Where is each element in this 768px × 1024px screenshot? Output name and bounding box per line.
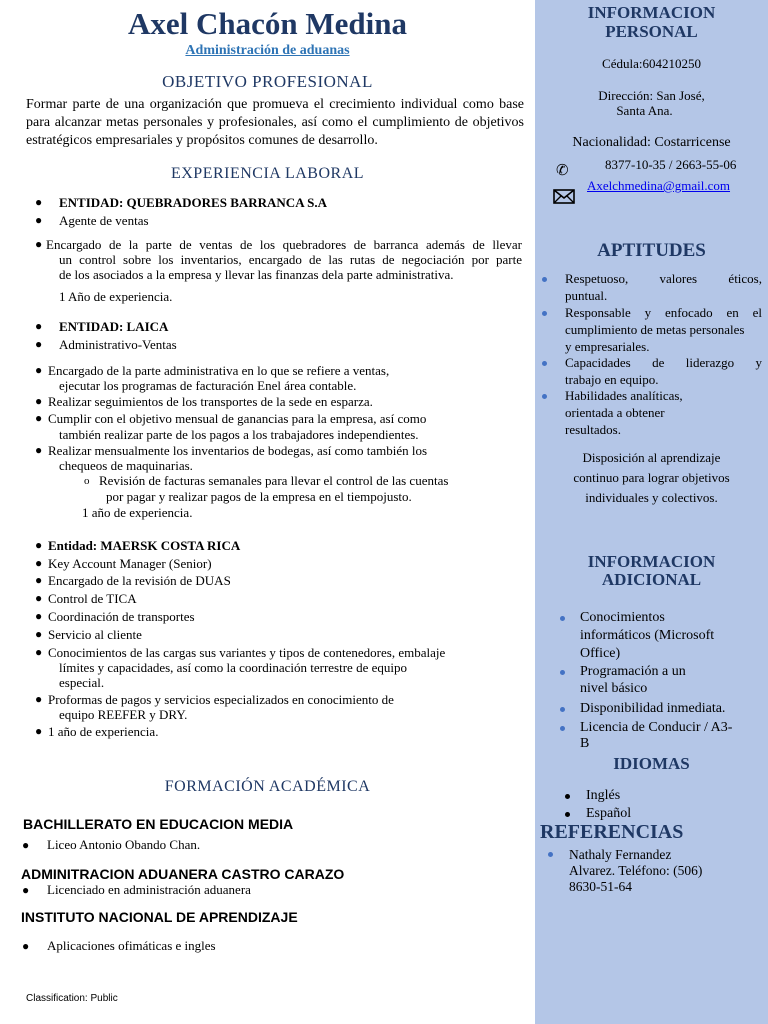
- job3-item5: Servicio al cliente: [48, 627, 142, 642]
- bullet: ●: [35, 213, 43, 227]
- bullet: [560, 670, 565, 675]
- objective-title: OBJETIVO PROFESIONAL: [162, 72, 373, 91]
- bullet: ●: [35, 394, 43, 408]
- aptitude1-line2: puntual.: [565, 288, 608, 303]
- job3-item1: Key Account Manager (Senior): [48, 556, 212, 571]
- bullet: ●: [35, 724, 43, 738]
- additional1-line1: Conocimientos: [580, 610, 665, 625]
- aptitude3-line1: Capacidades de liderazgo y: [565, 355, 762, 370]
- job1-role: Agente de ventas: [59, 213, 149, 228]
- job3-entity: Entidad: MAERSK COSTA RICA: [48, 538, 241, 553]
- bullet: ●: [35, 337, 43, 351]
- candidate-subtitle: Administración de aduanas: [185, 43, 350, 58]
- additional-title-line1: INFORMACION: [587, 552, 716, 571]
- personal-address-line1: Dirección: San José,: [598, 88, 705, 103]
- bullet: [548, 852, 553, 857]
- job1-entity: ENTIDAD: QUEBRADORES BARRANCA S.A: [59, 195, 327, 210]
- additional2-line1: Programación a un: [580, 664, 686, 679]
- job1-desc-line1: Encargado de la parte de ventas de los quebradores de barranca además de llevar: [46, 237, 522, 252]
- job3-item3: Control de TICA: [48, 591, 137, 606]
- bullet: ●: [35, 319, 43, 333]
- bullet: [542, 394, 547, 399]
- candidate-name: Axel Chacón Medina: [128, 6, 407, 41]
- references-title: REFERENCIAS: [540, 821, 684, 843]
- education-title: FORMACIÓN ACADÉMICA: [164, 778, 371, 795]
- job2-entity: ENTIDAD: LAICA: [59, 319, 169, 334]
- additional-title-line2: ADICIONAL: [601, 570, 702, 589]
- personal-title-line1: INFORMACION: [587, 3, 716, 22]
- aptitude-extra-line1: Disposición al aprendizaje: [582, 450, 721, 465]
- education3-title: INSTITUTO NACIONAL DE APRENDIZAJE: [21, 909, 298, 925]
- personal-address-line2: Santa Ana.: [616, 103, 673, 118]
- job2-task4-line1: Realizar mensualmente los inventarios de bodegas, así como también los: [48, 443, 428, 458]
- objective-text: Formar parte de una organización que promueva el crecimiento individual como base para alcanzar metas personales y profesionales, así como el cumplimiento de objetivos estratégicos empresariales y propósitos comunes de desarrollo.: [26, 97, 524, 148]
- aptitude2-line2: cumplimiento de metas personales: [565, 322, 745, 337]
- bullet: ●: [35, 692, 43, 706]
- job3-item8: 1 año de experiencia.: [48, 724, 159, 739]
- personal-nationality: Nacionalidad: Costarricense: [572, 135, 731, 150]
- aptitude4-line3: resultados.: [565, 422, 621, 437]
- aptitude3-line2: trabajo en equipo.: [565, 372, 659, 387]
- sub-bullet: o: [84, 475, 90, 487]
- bullet: [560, 616, 565, 621]
- job1-desc-line2: un control sobre los inventarios, encargado de las rutas de negociación por parte: [59, 252, 522, 267]
- aptitude2-line1: Responsable y enfocado en el: [565, 305, 762, 320]
- job3-item4: Coordinación de transportes: [48, 609, 195, 624]
- aptitude4-line2: orientada a obtener: [565, 405, 665, 420]
- aptitude1-line1: Respetuoso, valores éticos,: [565, 271, 762, 286]
- education1-item: Liceo Antonio Obando Chan.: [47, 837, 201, 852]
- education1-title: BACHILLERATO EN EDUCACION MEDIA: [23, 816, 294, 832]
- additional4-line2: B: [580, 736, 590, 751]
- bullet: [542, 277, 547, 282]
- bullet: [565, 794, 570, 799]
- education3-item: Aplicaciones ofimáticas e ingles: [47, 938, 216, 953]
- job2-task4-line2: chequeos de maquinarias.: [59, 458, 193, 473]
- bullet: ●: [35, 573, 43, 587]
- additional2-line2: nivel básico: [580, 681, 648, 696]
- job2-task3-line1: Cumplir con el objetivo mensual de ganancias para la empresa, así como: [48, 411, 427, 426]
- aptitude4-line1: Habilidades analíticas,: [565, 388, 683, 403]
- bullet: ●: [35, 609, 43, 623]
- bullet: ●: [35, 195, 43, 209]
- aptitudes-title: APTITUDES: [597, 240, 706, 261]
- language1: Inglés: [586, 788, 621, 803]
- language2: Español: [586, 806, 632, 821]
- bullet: ●: [22, 939, 30, 953]
- job2-task2: Realizar seguimientos de los transportes de la sede en esparza.: [48, 394, 373, 409]
- personal-cedula: Cédula:604210250: [602, 56, 701, 71]
- personal-phones: 8377-10-35 / 2663-55-06: [605, 157, 737, 172]
- aptitude-extra-line2: continuo para lograr objetivos: [573, 470, 730, 485]
- bullet: ●: [22, 883, 30, 897]
- job1-desc-line3: de los asociados a la empresa y llevar las finanzas dela parte administrativa.: [59, 267, 454, 282]
- bullet: ●: [35, 627, 43, 641]
- job3-item7-line2: equipo REEFER y DRY.: [59, 707, 188, 722]
- email-link[interactable]: Axelchmedina@gmail.com: [587, 178, 731, 193]
- job2-task1-line2: ejecutar los programas de facturación Enel área contable.: [59, 378, 357, 393]
- education2-item: Licenciado en administración aduanera: [47, 882, 251, 897]
- job3-item6-line1: Conocimientos de las cargas sus variantes y tipos de contenedores, embalaje: [48, 645, 446, 660]
- bullet: ●: [35, 411, 43, 425]
- education2-title: ADMINITRACION ADUANERA CASTRO CARAZO: [21, 866, 345, 882]
- bullet: ●: [35, 538, 43, 552]
- job2-subtask-line2: por pagar y realizar pagos de la empresa en el tiempojusto.: [106, 489, 412, 504]
- bullet: ●: [35, 443, 43, 457]
- job3-item6-line2: límites y capacidades, así como la coordinación terrestre de equipo: [59, 660, 407, 675]
- aptitude2-line3: y empresariales.: [565, 339, 650, 354]
- bullet: [565, 812, 570, 817]
- bullet: ●: [35, 556, 43, 570]
- bullet: ●: [35, 237, 43, 251]
- classification-label: Classification: Public: [26, 993, 118, 1004]
- bullet: ●: [35, 363, 43, 377]
- personal-title-line2: PERSONAL: [605, 22, 698, 41]
- reference1-line1: Nathaly Fernandez: [569, 847, 672, 862]
- job2-task1-line1: Encargado de la parte administrativa en lo que se refiere a ventas,: [48, 363, 390, 378]
- envelope-icon: [553, 189, 575, 204]
- job3-item2: Encargado de la revisión de DUAS: [48, 573, 231, 588]
- phone-icon: ✆: [556, 163, 569, 179]
- reference1-line3: 8630-51-64: [569, 879, 632, 894]
- reference1-line2: Alvarez. Teléfono: (506): [569, 863, 703, 878]
- bullet: ●: [35, 591, 43, 605]
- languages-title: IDIOMAS: [613, 754, 690, 773]
- aptitude-extra-line3: individuales y colectivos.: [585, 490, 718, 505]
- additional3: Disponibilidad inmediata.: [580, 701, 726, 716]
- experience-title: EXPERIENCIA LABORAL: [170, 165, 365, 182]
- job2-task3-line2: también realizar parte de los pagos a los trabajadores independientes.: [59, 427, 419, 442]
- job3-item6-line3: especial.: [59, 675, 105, 690]
- job3-item7-line1: Proformas de pagos y servicios especializados en conocimiento de: [48, 692, 394, 707]
- bullet: [560, 707, 565, 712]
- bullet: [542, 361, 547, 366]
- job1-years: 1 Año de experiencia.: [59, 289, 173, 304]
- additional1-line2: informáticos (Microsoft: [580, 628, 715, 643]
- job2-years: 1 año de experiencia.: [82, 505, 193, 520]
- bullet: [542, 311, 547, 316]
- bullet: ●: [22, 838, 30, 852]
- additional4-line1: Licencia de Conducir / A3-: [580, 720, 733, 735]
- job2-subtask-line1: Revisión de facturas semanales para llevar el control de las cuentas: [99, 473, 449, 488]
- job2-role: Administrativo-Ventas: [59, 337, 177, 352]
- bullet: [560, 726, 565, 731]
- additional1-line3: Office): [580, 646, 621, 661]
- bullet: ●: [35, 645, 43, 659]
